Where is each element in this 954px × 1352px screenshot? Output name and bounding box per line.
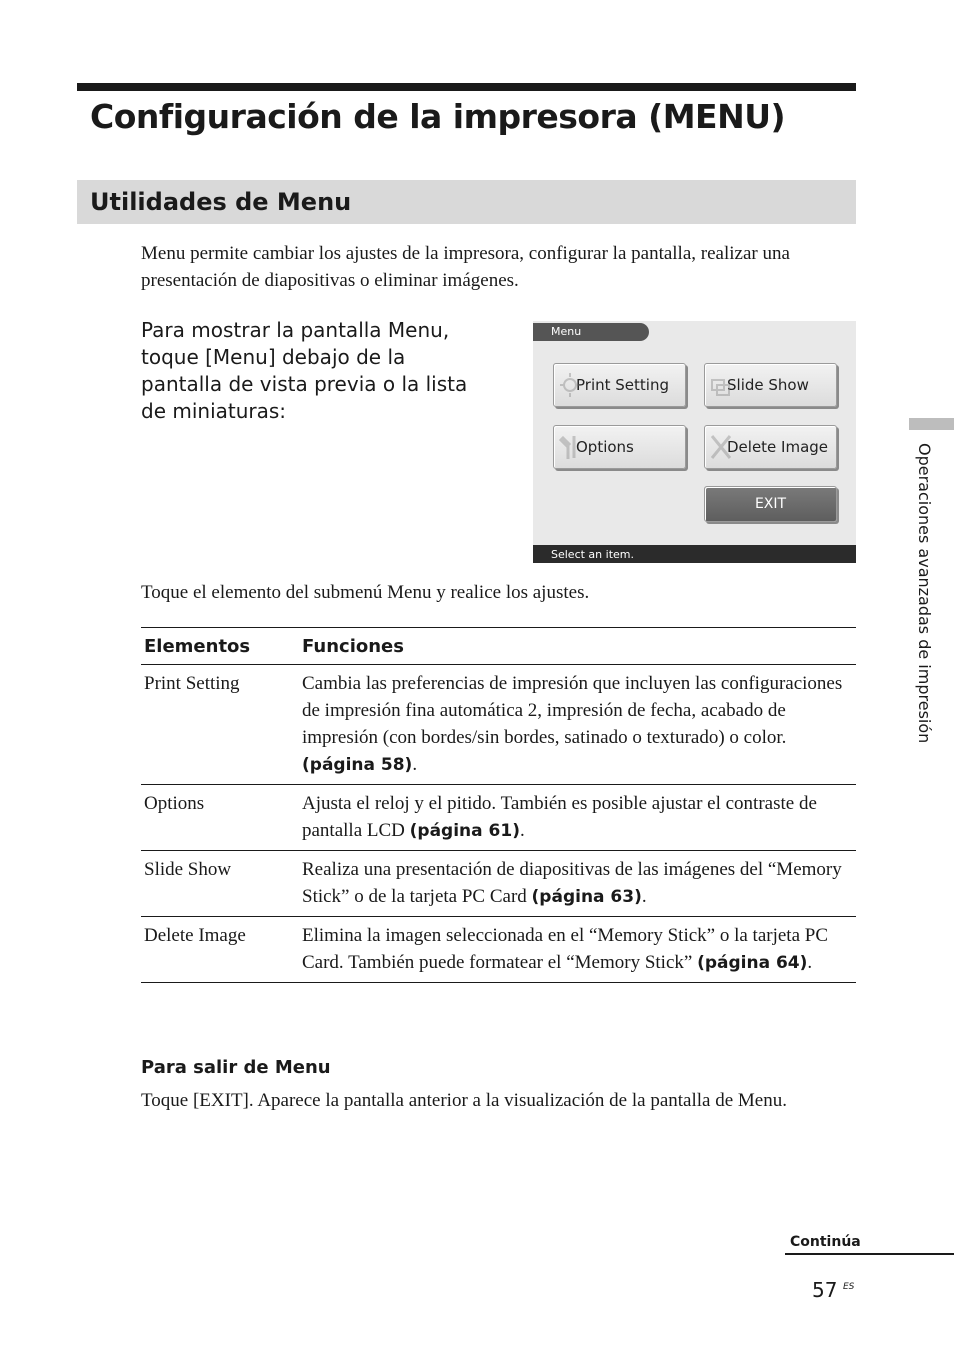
touch-instruction: Toque el elemento del submenú Menu y realice los ajustes. [141,582,590,603]
intro-paragraph: Menu permite cambiar los ajustes de la impresora, configurar la pantalla, realizar una presentación de diapositivas o eliminar imágenes. [141,243,790,291]
page-title: Configuración de la impresora (MENU) [90,97,786,136]
page-reference: (página 58) [302,755,413,775]
table-cell-function [299,665,856,785]
options-button[interactable] [553,425,686,469]
table-cell-function [299,785,856,851]
function-text: Ajusta el reloj y el pitido. También es posible ajustar el contraste de pantalla LCD [302,793,817,841]
function-end: . [807,952,813,973]
page-reference: (página 63) [531,887,642,907]
instruction-paragraph: Para mostrar la pantalla Menu, toque [Menu] debajo de la pantalla de vista previa o la lista de miniaturas: [141,318,468,423]
slides-icon [710,370,732,400]
table-cell-function [299,917,856,983]
table-header-elementos: Elementos [141,628,299,665]
delete-x-icon [710,432,732,462]
lcd-status-bar: Select an item. [533,545,856,563]
table-cell-item: Print Setting [141,665,299,785]
slide-show-button[interactable] [704,363,837,407]
lcd-menu-screenshot [533,321,856,563]
continua-label: Continúa [790,1234,861,1250]
sun-icon [559,370,581,400]
table-row [141,851,856,917]
table-header-funciones: Funciones [299,628,856,665]
side-tab-label: Operaciones avanzadas de impresión [915,443,934,744]
exit-paragraph: Toque [EXIT]. Aparece la pantalla anterior a la visualización de la pantalla de Menu. [141,1090,787,1111]
exit-label: EXIT [754,496,787,512]
page-language: ES [843,1282,855,1292]
continua-rule [785,1253,954,1255]
exit-heading: Para salir de Menu [141,1057,331,1078]
functions-table [141,627,856,983]
slide-show-label: Slide Show [727,376,809,394]
table-row [141,665,856,785]
exit-button[interactable] [704,486,837,522]
function-end: . [641,886,647,907]
delete-image-label: Delete Image [727,438,829,456]
options-label: Options [576,438,634,456]
table-cell-function [299,851,856,917]
title-rule [77,83,856,91]
side-tab-marker [909,418,954,430]
table-cell-item: Options [141,785,299,851]
delete-image-button[interactable] [704,425,837,469]
function-text: Realiza una presentación de diapositivas de las imágenes del “Memory Stick” o de la tarjeta PC Card [302,859,842,907]
table-row [141,917,856,983]
page-number: 57 [812,1278,838,1302]
lcd-menu-header: Menu [533,323,649,341]
section-title: Utilidades de Menu [90,188,352,216]
function-end: . [519,820,525,841]
function-text: Cambia las preferencias de impresión que incluyen las configuraciones de impresión fina automática 2, impresión de fecha, acabado de impresión (con bordes/sin bordes, satinado o texturado) o color. [302,673,843,748]
function-text: Elimina la imagen seleccionada en el “Memory Stick” o la tarjeta PC Card. También puede formatear el “Memory Stick” [302,925,829,973]
page-reference: (página 61) [409,821,520,841]
table-row [141,785,856,851]
tools-icon [559,432,581,462]
table-cell-item: Delete Image [141,917,299,983]
print-setting-button[interactable] [553,363,686,407]
table-cell-item: Slide Show [141,851,299,917]
page-reference: (página 64) [697,953,808,973]
print-setting-label: Print Setting [576,376,669,394]
function-end: . [412,754,418,775]
